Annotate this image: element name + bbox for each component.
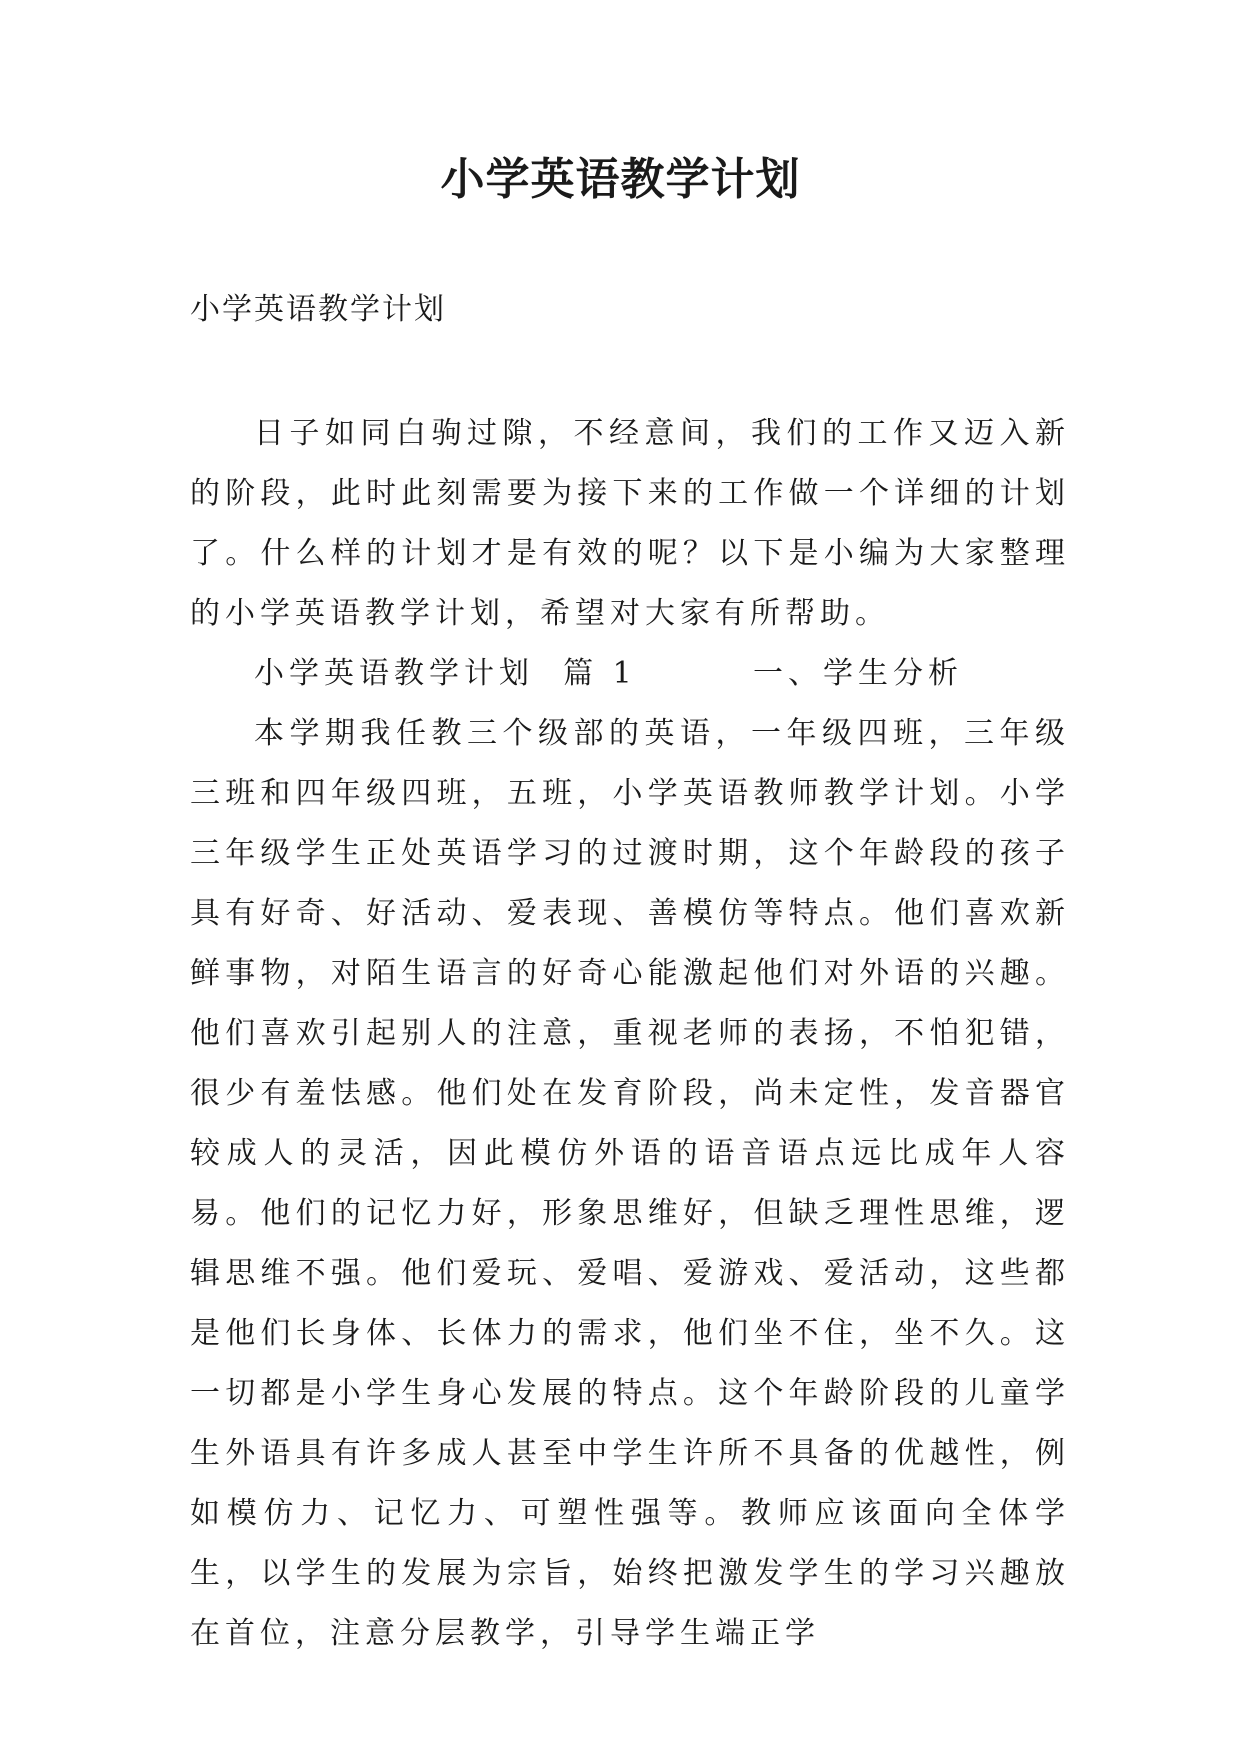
- student-analysis-paragraph: 本学期我任教三个级部的英语，一年级四班，三年级三班和四年级四班，五班，小学英语教师教学计划。小学三年级学生正处英语学习的过渡时期，这个年龄段的孩子具有好奇、好活动、爱表现、善模仿等特点。他们喜欢新鲜事物，对陌生语言的好奇心能激起他们对外语的兴趣。他们喜欢引起别人的注意，重视老师的表扬，不怕犯错，很少有羞怯感。他们处在发育阶段，尚未定性，发音器官较成人的灵活，因此模仿外语的语音语点远比成年人容易。他们的记忆力好，形象思维好，但缺乏理性思维，逻辑思维不强。他们爱玩、爱唱、爱游戏、爱活动，这些都是他们长身体、长体力的需求，他们坐不住，坐不久。这一切都是小学生身心发展的特点。这个年龄阶段的儿童学生外语具有许多成人甚至中学生许所不具备的优越性，例如模仿力、记忆力、可塑性强等。教师应该面向全体学生，以学生的发展为宗旨，始终把激发学生的学习兴趣放在首位，注意分层教学，引导学生端正学: [190, 716, 1070, 1651]
- document-subtitle: 小学英语教学计划: [190, 292, 446, 327]
- section-heading: 小学英语教学计划 篇 1 一、学生分析: [254, 656, 963, 691]
- document-title: 小学英语教学计划: [440, 154, 801, 205]
- document-body: [190, 404, 1070, 1664]
- intro-paragraph: 日子如同白驹过隙，不经意间，我们的工作又迈入新的阶段，此时此刻需要为接下来的工作做一个详细的计划了。什么样的计划才是有效的呢？以下是小编为大家整理的小学英语教学计划，希望对大家有所帮助。: [190, 416, 1070, 631]
